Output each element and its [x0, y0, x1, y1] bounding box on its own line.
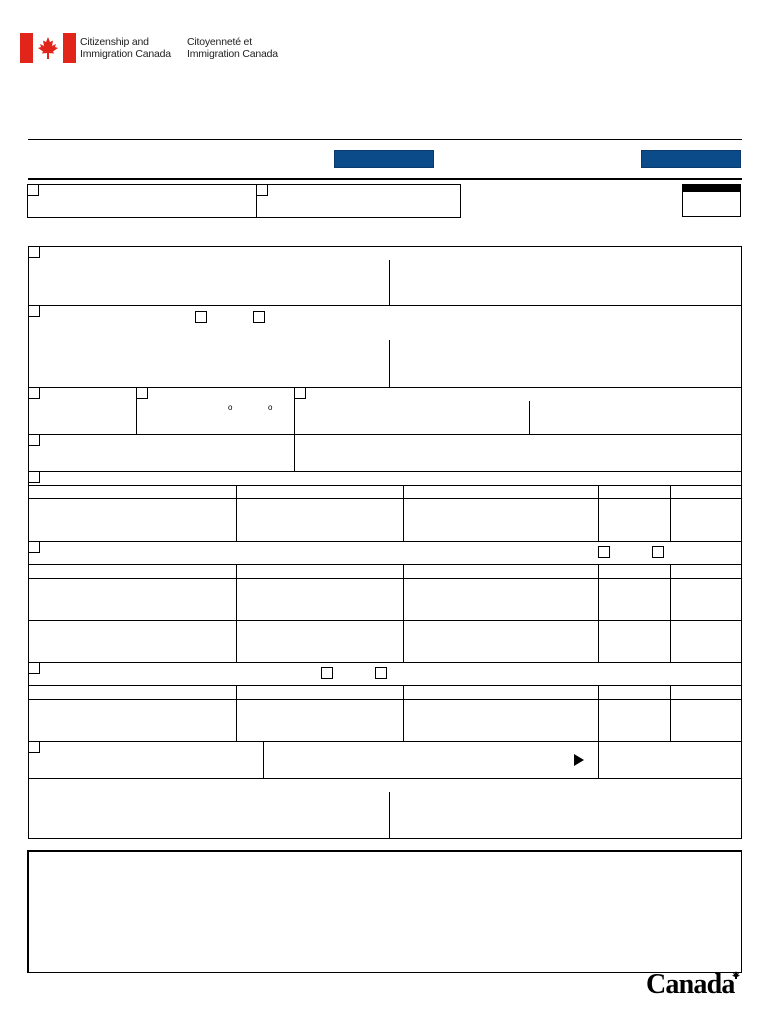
section-7-checkbox[interactable] — [28, 662, 40, 674]
section-2-checkbox[interactable] — [28, 305, 40, 317]
section-6-checkbox[interactable] — [28, 541, 40, 553]
section-3b-mark-2: o — [268, 403, 273, 412]
section-6-option-no-checkbox[interactable] — [652, 546, 664, 558]
section-3b-mark-1: o — [228, 403, 233, 412]
section-6-col-2 — [403, 564, 404, 662]
section-8-divider-a — [263, 741, 264, 778]
section-6-row-divider — [28, 620, 742, 621]
top-field-1-checkbox[interactable] — [27, 184, 39, 196]
section-5-header-bottom — [28, 498, 742, 499]
department-signature — [20, 33, 290, 65]
section-1-divider — [389, 260, 390, 305]
section-5-checkbox[interactable] — [28, 471, 40, 483]
department-name-fr: Citoyenneté et Immigration Canada — [187, 36, 278, 60]
section-6-header-top — [28, 564, 742, 565]
section-4-bottom — [28, 471, 742, 472]
section-6-col-1 — [236, 564, 237, 662]
section-3b-checkbox[interactable] — [136, 387, 148, 399]
section-5-col-2 — [403, 485, 404, 541]
section-5-col-1 — [236, 485, 237, 541]
section-2-option-yes-checkbox[interactable] — [195, 311, 207, 323]
section-7-col-4 — [670, 685, 671, 741]
canada-wordmark — [646, 968, 746, 1002]
main-form-frame — [28, 246, 742, 839]
section-6-bottom — [28, 662, 742, 663]
form-button-left[interactable] — [334, 150, 434, 168]
section-7-col-3 — [598, 685, 599, 741]
section-7-option-yes-checkbox[interactable] — [321, 667, 333, 679]
section-2-option-no-checkbox[interactable] — [253, 311, 265, 323]
section-1-bottom — [28, 305, 742, 306]
declaration-box — [27, 850, 742, 973]
section-8-checkbox[interactable] — [28, 741, 40, 753]
wordmark-flag-icon — [731, 971, 741, 979]
section-3-divider-c — [529, 401, 530, 434]
section-5-bottom — [28, 541, 742, 542]
top-field-group — [27, 184, 461, 218]
section-6-col-3 — [598, 564, 599, 662]
section-8-bottom — [28, 778, 742, 779]
section-5-header-top — [28, 485, 742, 486]
section-7-col-1 — [236, 685, 237, 741]
header-rule-bottom — [28, 178, 742, 180]
section-3-bottom — [28, 434, 742, 435]
section-6-option-yes-checkbox[interactable] — [598, 546, 610, 558]
section-9-divider — [389, 792, 390, 839]
canada-flag-icon — [20, 33, 76, 63]
play-arrow-icon — [574, 754, 584, 766]
canada-wordmark-text: Canada — [646, 969, 735, 1000]
section-7-bottom — [28, 741, 742, 742]
section-7-col-2 — [403, 685, 404, 741]
section-1-checkbox[interactable] — [28, 246, 40, 258]
top-field-2-checkbox[interactable] — [256, 184, 268, 196]
section-3c-checkbox[interactable] — [294, 387, 306, 399]
section-7-header-bottom — [28, 699, 742, 700]
section-6-col-4 — [670, 564, 671, 662]
section-5-col-4 — [670, 485, 671, 541]
section-5-col-3 — [598, 485, 599, 541]
section-7-option-no-checkbox[interactable] — [375, 667, 387, 679]
header-rule-top — [28, 139, 742, 140]
office-use-box-header — [682, 184, 741, 192]
form-button-right[interactable] — [641, 150, 741, 168]
section-2-divider — [389, 340, 390, 387]
section-8-divider-b — [598, 741, 599, 778]
department-name-en: Citizenship and Immigration Canada — [80, 36, 171, 60]
section-4-checkbox[interactable] — [28, 434, 40, 446]
section-3a-checkbox[interactable] — [28, 387, 40, 399]
section-3-divider-b — [294, 387, 295, 471]
section-7-header-top — [28, 685, 742, 686]
section-6-header-bottom — [28, 578, 742, 579]
